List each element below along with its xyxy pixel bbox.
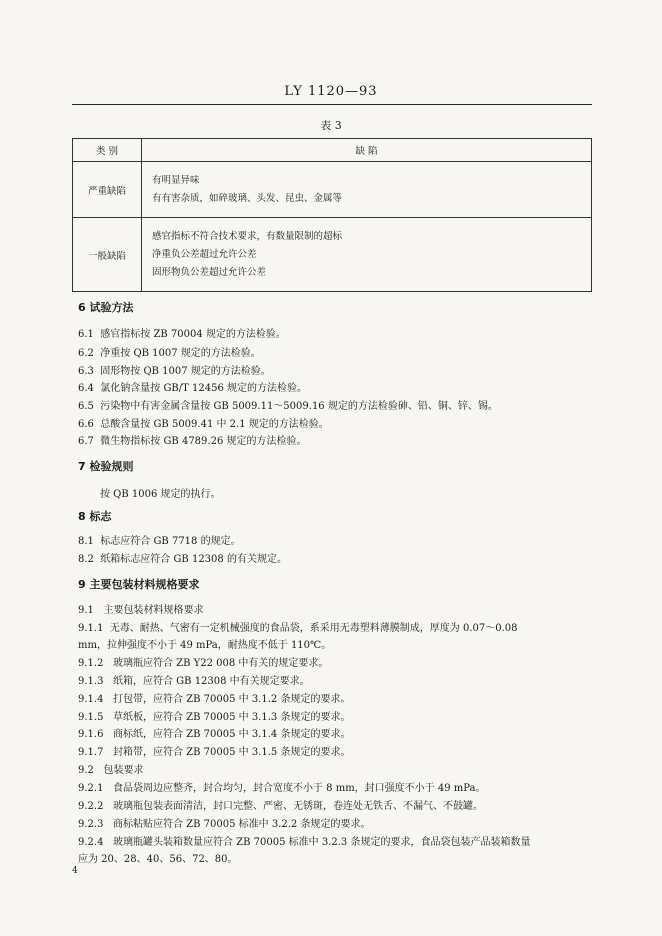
table-row — [73, 162, 592, 218]
clause-number: 9.1 — [78, 605, 94, 616]
clause-text: 纸箱标志应符合 GB 12308 的有关规定。 — [100, 554, 287, 565]
defect-items-cell — [142, 162, 592, 218]
clause-text: 商标纸，应符合 ZB 70005 中 3.1.4 条规定的要求。 — [113, 729, 351, 740]
clause-9-1-4 — [78, 690, 598, 705]
clause-9-2-2 — [78, 797, 598, 812]
section-8-heading: 8 标志 — [78, 510, 112, 523]
clause-text: 标志应符合 GB 7718 的规定。 — [100, 536, 241, 547]
clause-text: 氯化钠含量按 GB/T 12456 规定的方法检验。 — [100, 383, 307, 394]
clause-6-6 — [78, 415, 598, 430]
clause-6-2 — [78, 344, 598, 359]
clause-number: 6.2 — [78, 348, 94, 359]
clause-number: 8.2 — [78, 554, 94, 565]
category-cell: 严重缺陷 — [73, 162, 142, 218]
page-number: 4 — [72, 866, 78, 876]
clause-text: 总酸含量按 GB 5009.41 中 2.1 规定的方法检验。 — [100, 419, 329, 430]
clause-number: 6.1 — [78, 329, 94, 340]
clause-9-1-1-continued: mm，拉伸强度不小于 49 mPa，耐热度不低于 110℃。 — [78, 640, 332, 651]
clause-text: 净重按 QB 1007 规定的方法检验。 — [100, 348, 261, 359]
clause-number: 9.2.1 — [78, 783, 104, 794]
clause-text: 商标粘贴应符合 ZB 70005 标准中 3.2.2 条规定的要求。 — [113, 819, 371, 830]
clause-text: 玻璃瓶应符合 ZB Y22 008 中有关的规定要求。 — [113, 658, 329, 669]
column-header-defect: 缺 陷 — [142, 139, 592, 162]
clause-number: 8.1 — [78, 536, 94, 547]
table-header-row — [73, 139, 592, 162]
section-6-heading: 6 试验方法 — [78, 301, 134, 314]
clause-text: 草纸板，应符合 ZB 70005 中 3.1.3 条规定的要求。 — [113, 712, 351, 723]
header-rule — [72, 104, 592, 105]
clause-9-2 — [78, 761, 598, 776]
clause-number: 6.5 — [78, 401, 94, 412]
clause-text: 玻璃瓶罐头装箱数量应符合 ZB 70005 标准中 3.2.3 条规定的要求，食品袋包装产品装箱数量 — [113, 837, 531, 848]
category-cell: 一般缺陷 — [73, 218, 142, 292]
clause-9-2-3 — [78, 815, 598, 830]
section-7-text: 按 QB 1006 规定的执行。 — [100, 489, 221, 500]
defect-table — [72, 138, 592, 292]
defect-items-cell — [142, 218, 592, 292]
clause-text: 包装要求 — [103, 765, 144, 776]
clause-number: 9.1.3 — [78, 676, 104, 687]
clause-number: 6.7 — [78, 436, 94, 447]
defect-item: 感官指标不符合技术要求，有数量限制的超标 — [152, 230, 343, 242]
column-header-category: 类 别 — [73, 139, 142, 162]
clause-9-2-1 — [78, 779, 598, 794]
clause-6-4 — [78, 379, 598, 394]
defect-item: 有明显异味 — [152, 174, 200, 186]
clause-number: 9.1.1 — [78, 623, 104, 634]
defect-item: 固形物负公差超过允许公差 — [152, 266, 267, 278]
clause-text: 纸箱，应符合 GB 12308 中有关规定要求。 — [113, 676, 310, 687]
clause-8-1 — [78, 532, 598, 547]
clause-number: 9.2.3 — [78, 819, 104, 830]
clause-9-1-1 — [78, 619, 598, 634]
clause-number: 9.2.2 — [78, 801, 104, 812]
clause-number: 6.6 — [78, 419, 94, 430]
clause-9-2-4-continued: 应为 20、28、40、56、72、80。 — [78, 854, 238, 865]
clause-6-3 — [78, 362, 598, 377]
clause-text: 玻璃瓶包装表面清洁，封口完整、严密、无锈斑，卷连处无铁舌、不漏气、不鼓罐。 — [113, 801, 483, 812]
clause-number: 6.4 — [78, 383, 94, 394]
section-9-heading: 9 主要包装材料规格要求 — [78, 578, 200, 591]
clause-8-2 — [78, 550, 598, 565]
clause-9-1 — [78, 601, 598, 616]
table-row — [73, 218, 592, 292]
clause-9-1-2 — [78, 654, 598, 669]
clause-text: 打包带，应符合 ZB 70005 中 3.1.2 条规定的要求。 — [113, 694, 351, 705]
clause-text: 感官指标按 ZB 70004 规定的方法检验。 — [100, 329, 286, 340]
defect-item: 有有害杂质，如碎玻璃、头发、昆虫、金属等 — [152, 192, 343, 204]
clause-text: 封箱带，应符合 ZB 70005 中 3.1.5 条规定的要求。 — [113, 747, 351, 758]
defect-item: 净重负公差超过允许公差 — [152, 248, 257, 260]
section-7-heading: 7 检验规则 — [78, 460, 134, 473]
clause-text: 污染物中有害金属含量按 GB 5009.11～5009.16 规定的方法检验砷、铅、铜、锌、锡。 — [100, 401, 498, 412]
clause-number: 9.1.2 — [78, 658, 104, 669]
clause-number: 9.2.4 — [78, 837, 104, 848]
clause-text: 固形物按 QB 1007 规定的方法检验。 — [100, 366, 271, 377]
clause-number: 9.2 — [78, 765, 94, 776]
clause-number: 6.3 — [78, 366, 94, 377]
clause-text: 食品袋周边应整齐，封合均匀，封合宽度不小于 8 mm，封口强度不小于 49 mPa。 — [113, 783, 486, 794]
clause-9-1-6 — [78, 725, 598, 740]
clause-9-1-7 — [78, 743, 598, 758]
clause-number: 9.1.7 — [78, 747, 104, 758]
clause-6-7 — [78, 432, 598, 447]
clause-9-2-4 — [78, 833, 598, 848]
clause-number: 9.1.4 — [78, 694, 104, 705]
clause-text: 主要包装材料规格要求 — [103, 605, 204, 616]
standard-code: LY 1120—93 — [284, 84, 378, 99]
clause-9-1-3 — [78, 672, 598, 687]
clause-number: 9.1.5 — [78, 712, 104, 723]
clause-text: 无毒、耐热、气密有一定机械强度的食品袋，系采用无毒塑料薄膜制成，厚度为 0.07～0.08 — [109, 623, 518, 634]
clause-6-5 — [78, 397, 598, 412]
clause-6-1 — [78, 325, 598, 340]
table-title: 表 3 — [320, 119, 342, 132]
clause-number: 9.1.6 — [78, 729, 104, 740]
clause-9-1-5 — [78, 708, 598, 723]
clause-text: 微生物指标按 GB 4789.26 规定的方法检验。 — [100, 436, 307, 447]
